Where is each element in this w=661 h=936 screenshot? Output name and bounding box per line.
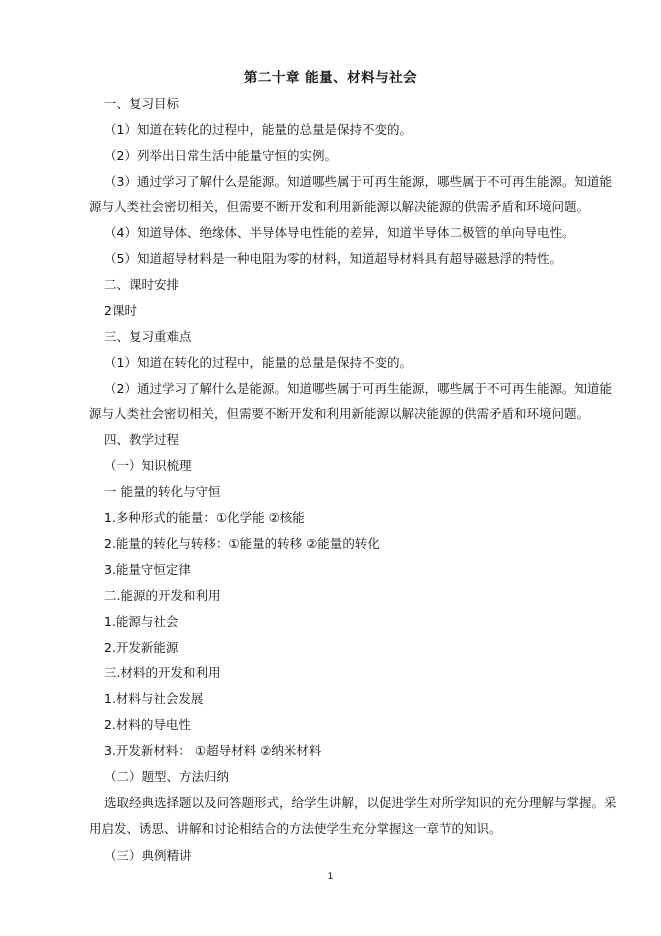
- text-line: （一）知识梳理: [104, 458, 192, 473]
- text-line: 二、课时安排: [104, 277, 180, 292]
- text-line: 四、教学过程: [104, 432, 180, 447]
- text-line: 三.材料的开发和利用: [104, 665, 221, 680]
- text-line: 1.能源与社会: [104, 614, 179, 629]
- text-line: 用启发、诱思、讲解和讨论相结合的方法使学生充分掌握这一章节的知识。: [89, 821, 502, 836]
- text-line: （1）知道在转化的过程中，能量的总量是保持不变的。: [104, 355, 412, 370]
- text-line: 一 能量的转化与守恒: [104, 484, 221, 499]
- text-line: 源与人类社会密切相关，但需要不断开发和利用新能源以解决能源的供需矛盾和环境问题。: [89, 199, 590, 214]
- text-line: （2）列举出日常生活中能量守恒的实例。: [104, 148, 337, 163]
- text-line: 源与人类社会密切相关，但需要不断开发和利用新能源以解决能源的供需矛盾和环境问题。: [89, 406, 590, 421]
- page-title: 第二十章 能量、材料与社会: [243, 70, 418, 86]
- text-line: 2.材料的导电性: [104, 717, 191, 732]
- text-line: 2.能量的转化与转移：①能量的转移 ②能量的转化: [104, 536, 380, 551]
- text-line: 选取经典选择题以及问答题形式，给学生讲解，以促进学生对所学知识的充分理解与掌握。采: [104, 795, 617, 810]
- text-line: 1.多种形式的能量：①化学能 ②核能: [104, 510, 305, 525]
- text-line: 一、复习目标: [104, 96, 180, 111]
- text-line: 2课时: [104, 303, 137, 318]
- text-line: 3.开发新材料： ①超导材料 ②纳米材料: [104, 743, 322, 758]
- text-line: （3）通过学习了解什么是能源。知道哪些属于可再生能源，哪些属于不可再生能源。知道能: [104, 174, 612, 189]
- text-line: （三）典例精讲: [104, 848, 192, 863]
- text-line: 1.材料与社会发展: [104, 691, 204, 706]
- text-line: （5）知道超导材料是一种电阻为零的材料，知道超导材料具有超导磁悬浮的特性。: [104, 251, 562, 266]
- text-line: 3.能量守恒定律: [104, 562, 191, 577]
- text-line: （二）题型、方法归纳: [104, 769, 230, 784]
- text-line: （4）知道导体、绝缘体、半导体导电性能的差异，知道半导体二极管的单向导电性。: [104, 225, 575, 240]
- text-line: （1）知道在转化的过程中，能量的总量是保持不变的。: [104, 122, 412, 137]
- text-line: 二.能源的开发和利用: [104, 588, 221, 603]
- text-line: （2）通过学习了解什么是能源。知道哪些属于可再生能源，哪些属于不可再生能源。知道能: [104, 381, 612, 396]
- text-line: 2.开发新能源: [104, 640, 179, 655]
- text-line: 三、复习重难点: [104, 329, 192, 344]
- page-number: 1: [327, 872, 334, 882]
